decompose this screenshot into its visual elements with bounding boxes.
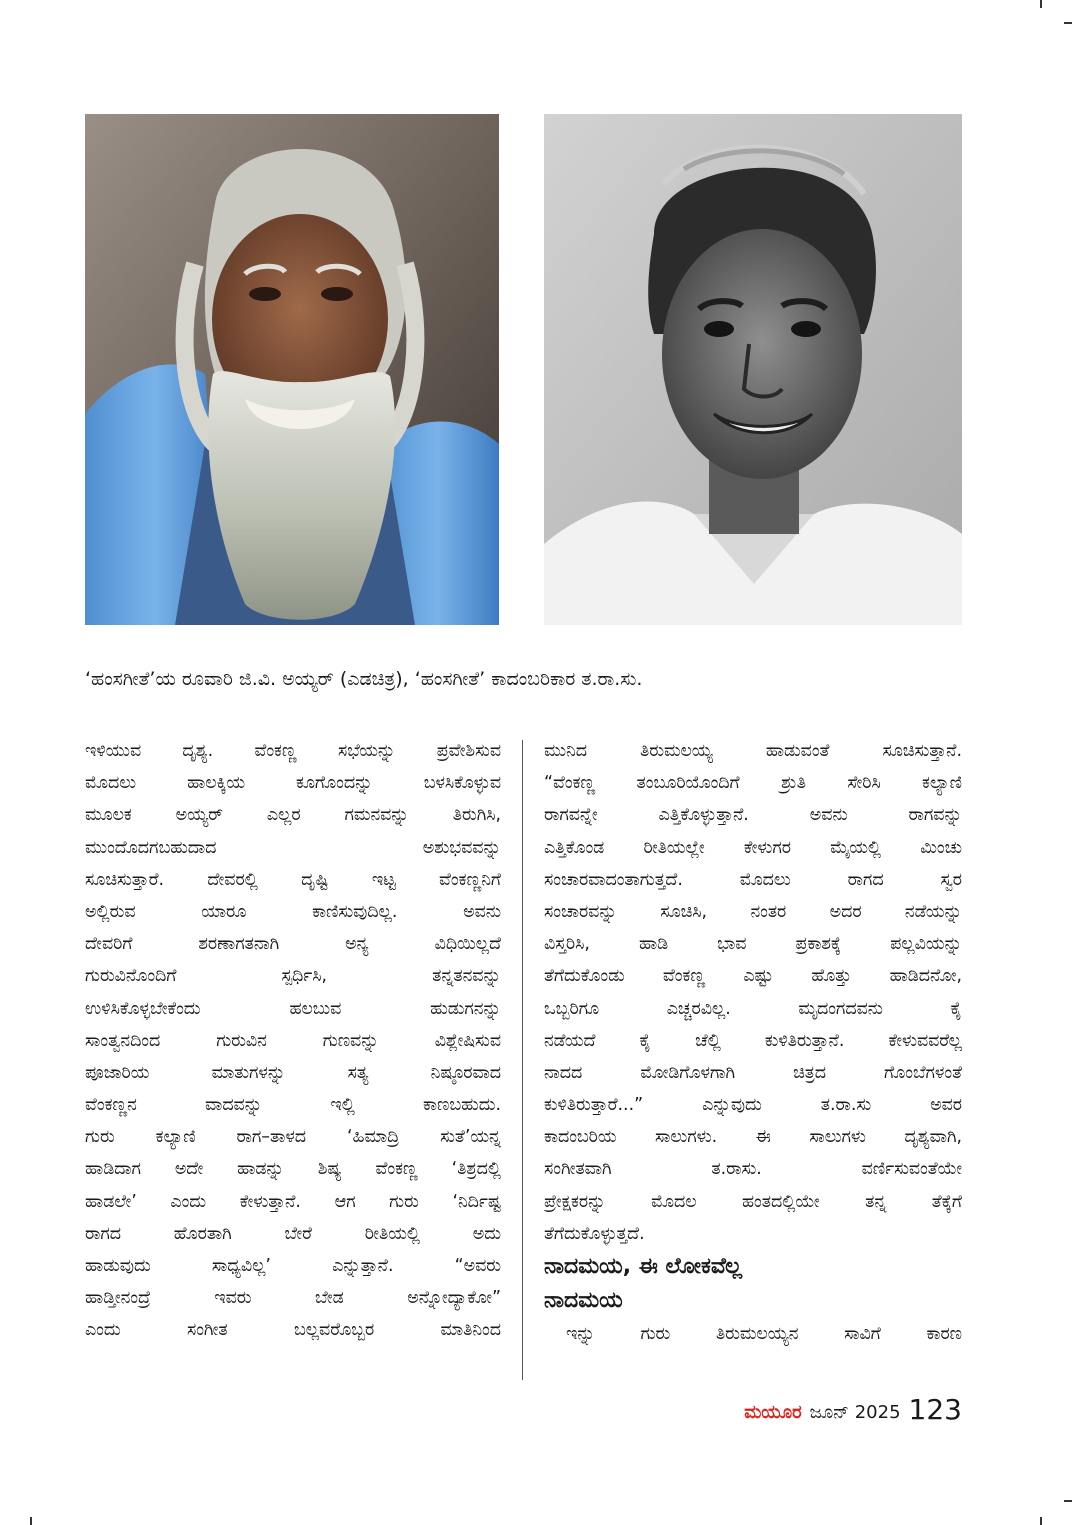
- text-line: ನಡೆಯದೆ ಕೈ ಚೆಲ್ಲಿ ಕುಳಿತಿರುತ್ತಾನೆ. ಕೇಳುವವರೆಲ್ಲ: [544, 1030, 962, 1051]
- text-line: ಒಬ್ಬರಿಗೂ ಎಚ್ಚರವಿಲ್ಲ. ಮೃದಂಗದವನು ಕೈ: [544, 998, 962, 1019]
- subheading: ನಾದಮಯ: [544, 1288, 623, 1313]
- text-line: ಸೂಚಿಸುತ್ತಾರೆ. ದೇವರಲ್ಲಿ ದೃಷ್ಟಿ ಇಟ್ಟ ವೆಂಕಣ್ಣನಿಗೆ: [85, 869, 501, 890]
- text-line: ಎಂದು ಸಂಗೀತ ಬಲ್ಲವರೊಬ್ಬರ ಮಾತಿನಿಂದ: [85, 1320, 501, 1341]
- crop-mark: [1064, 1500, 1072, 1502]
- text-line: ಸಂಚಾರವನ್ನು ಸೂಚಿಸಿ, ನಂತರ ಅದರ ನಡೆಯನ್ನು: [544, 901, 962, 922]
- subheading: ನಾದಮಯ, ಈ ಲೋಕವೆಲ್ಲ: [544, 1254, 743, 1279]
- text-line: ಹಾಡಲೇ’ ಎಂದು ಕೇಳುತ್ತಾನೆ. ಆಗ ಗುರು ‘ನಿರ್ದಿಷ್ಟ: [85, 1191, 501, 1212]
- text-line: ಮೂಲಕ ಅಯ್ಯರ್ ಎಲ್ಲರ ಗಮನವನ್ನು ತಿರುಗಿಸಿ,: [85, 805, 501, 826]
- text-line: ಉಳಿಸಿಕೊಳ್ಳಬೇಕೆಂದು ಹಲಬುವ ಹುಡುಗನನ್ನು: [85, 998, 501, 1019]
- text-line: ಪ್ರೇಕ್ಷಕರನ್ನು ಮೊದಲ ಹಂತದಲ್ಲಿಯೇ ತನ್ನ ತೆಕ್ಕೆಗೆ: [544, 1191, 962, 1212]
- text-line: ಇನ್ನು ಗುರು ತಿರುಮಲಯ್ಯನ ಸಾವಿಗೆ ಕಾರಣ: [566, 1324, 962, 1344]
- text-line: ಕಾದಂಬರಿಯ ಸಾಲುಗಳು. ಈ ಸಾಲುಗಳು ದೃಶ್ಯವಾಗಿ,: [544, 1127, 962, 1148]
- article-column-right: [544, 735, 962, 1350]
- text-line: ಪೂಜಾರಿಯ ಮಾತುಗಳನ್ನು ಸತ್ಯ ನಿಷ್ಠೂರವಾದ: [85, 1062, 501, 1083]
- text-line: ಹಾಡುವುದು ಸಾಧ್ಯವಿಲ್ಲ’ ಎನ್ನುತ್ತಾನೆ. “ಅವರು: [85, 1256, 501, 1276]
- text-line: ವೆಂಕಣ್ಣನ ವಾದವನ್ನು ಇಲ್ಲಿ ಕಾಣಬಹುದು.: [85, 1095, 501, 1116]
- text-line: ಇಳಿಯುವ ದೃಶ್ಯ. ವೆಂಕಣ್ಣ ಸಭೆಯನ್ನು ಪ್ರವೇಶಿಸುವ: [85, 741, 501, 761]
- text-line: ಮೊದಲು ಹಾಲಕ್ಕಿಯ ಕೂಗೊಂದನ್ನು ಬಳಸಿಕೊಳ್ಳುವ: [85, 773, 501, 794]
- text-line: ತೆಗೆದುಕೊಳ್ಳುತ್ತದೆ.: [544, 1223, 645, 1244]
- text-line: ಎತ್ತಿಕೊಂಡ ರೀತಿಯಲ್ಲೇ ಕೇಳುಗರ ಮೈಯಲ್ಲಿ ಮಿಂಚು: [544, 837, 962, 858]
- text-line: ಸಂಚಾರವಾದಂತಾಗುತ್ತದೆ. ಮೊದಲು ರಾಗದ ಸ್ವರ: [544, 869, 962, 890]
- text-line: ನಾದದ ಮೋಡಿಗೊಳಗಾಗಿ ಚಿತ್ರದ ಗೊಂಬೆಗಳಂತೆ: [544, 1062, 962, 1083]
- text-line: ದೇವರಿಗೆ ಶರಣಾಗತನಾಗಿ ಅನ್ಯ ವಿಧಿಯಿಲ್ಲದೆ: [85, 934, 501, 955]
- text-line: ಮುಂದೊದಗಬಹುದಾದ ಅಶುಭವವನ್ನು: [85, 837, 501, 858]
- article-column-left: [85, 735, 501, 1347]
- crop-mark: [30, 1517, 32, 1525]
- crop-mark: [1064, 22, 1072, 24]
- text-line: ರಾಗವನ್ನೇ ಎತ್ತಿಕೊಳ್ಳುತ್ತಾನೆ. ಅವನು ರಾಗವನ್ನು: [544, 805, 962, 826]
- portrait-photo-right: [544, 114, 962, 625]
- column-divider: [522, 740, 523, 1380]
- portrait-photo-left: [85, 114, 499, 625]
- issue-date: ಜೂನ್ 2025: [809, 1402, 901, 1423]
- text-line: ಕುಳಿತಿರುತ್ತಾರೆ...” ಎನ್ನುವುದು ತ.ರಾ.ಸು ಅವರ: [544, 1095, 962, 1116]
- text-line: ರಾಗದ ಹೊರತಾಗಿ ಬೇರೆ ರೀತಿಯಲ್ಲಿ ಅದು: [85, 1223, 501, 1244]
- text-line: ಸಾಂತ್ವನದಿಂದ ಗುರುವಿನ ಗುಣವನ್ನು ವಿಶ್ಲೇಷಿಸುವ: [85, 1030, 501, 1051]
- crop-mark: [1040, 0, 1042, 8]
- text-line: ಗುರು ಕಲ್ಯಾಣಿ ರಾಗ–ತಾಳದ ‘ಹಿಮಾದ್ರಿ ಸುತೆ’ಯನ್ನ: [85, 1127, 501, 1148]
- text-line: ಗುರುವಿನೊಂದಿಗೆ ಸ್ಪರ್ಧಿಸಿ, ತನ್ನತನವನ್ನು: [85, 966, 501, 987]
- text-line: ಹಾಡಿದಾಗ ಅದೇ ಹಾಡನ್ನು ಶಿಷ್ಯ ವೆಂಕಣ್ಣ ‘ತಿಶ್ರದಲ್ಲಿ: [85, 1159, 501, 1180]
- text-line: ಅಲ್ಲಿರುವ ಯಾರೂ ಕಾಣಿಸುವುದಿಲ್ಲ. ಅವನು: [85, 901, 501, 922]
- text-line: ತೆಗೆದುಕೊಂಡು ವೆಂಕಣ್ಣ ಎಷ್ಟು ಹೊತ್ತು ಹಾಡಿದನೋ,: [544, 966, 962, 987]
- text-line: ಮುನಿದ ತಿರುಮಲಯ್ಯ ಹಾಡುವಂತೆ ಸೂಚಿಸುತ್ತಾನೆ.: [544, 741, 962, 761]
- page-number: 123: [908, 1393, 962, 1426]
- text-line: ವಿಸ್ತರಿಸಿ, ಹಾಡಿ ಭಾವ ಪ್ರಕಾಶಕ್ಕೆ ಪಲ್ಲವಿಯನ್ನು: [544, 934, 962, 955]
- crop-mark: [1040, 1517, 1042, 1525]
- text-line: ಸಂಗೀತವಾಗಿ ತ.ರಾಸು. ವರ್ಣಿಸುವಂತೆಯೇ: [544, 1159, 962, 1180]
- magazine-logo: ಮಯೂರ: [744, 1402, 802, 1423]
- text-line: “ವೆಂಕಣ್ಣ ತಂಬೂರಿಯೊಂದಿಗೆ ಶ್ರುತಿ ಸೇರಿಸಿ ಕಲ್ಯಾಣಿ: [544, 773, 962, 794]
- photo-caption: ‘ಹಂಸಗೀತೆ’ಯ ರೂವಾರಿ ಜಿ.ವಿ. ಅಯ್ಯರ್ (ಎಡಚಿತ್ರ), ‘ಹಂಸಗೀತೆ’ ಕಾದಂಬರಿಕಾರ ತ.ರಾ.ಸು.: [85, 668, 643, 690]
- page-footer: [744, 1392, 962, 1426]
- text-line: ಹಾಡ್ತೀನಂದ್ರೆ ಇವರು ಬೇಡ ಅನ್ನೋದ್ಯಾಕೋ”: [85, 1288, 501, 1309]
